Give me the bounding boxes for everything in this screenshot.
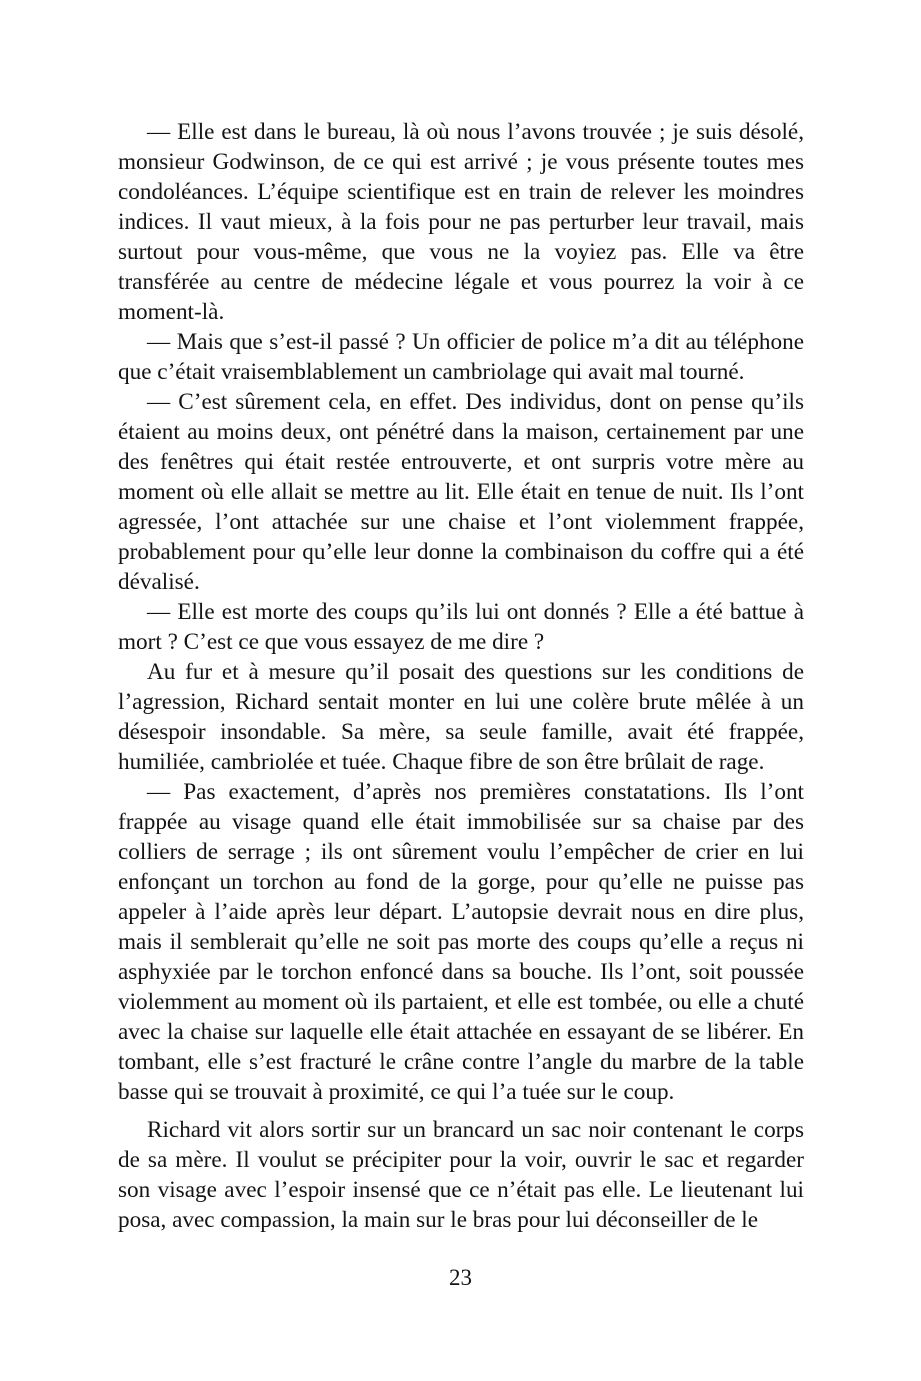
paragraph-dialogue-3: — C’est sûrement cela, en effet. Des individus, dont on pense qu’ils étaient au moins deux, ont pénétré dans la maison, certainement par une des fenêtres qui était restée entrouverte, et ont surpris votre mère au moment où elle allait se mettre au lit. Elle était en tenue de nuit. Ils l’ont agressée, l’ont attachée sur une chaise et l’ont violemment frappée, probablement pour qu’elle leur donne la combinaison du coffre qui a été dévalisé. — [118, 389, 804, 595]
page-number: 23 — [449, 1265, 472, 1290]
paragraph-dialogue-5: — Pas exactement, d’après nos premières constatations. Ils l’ont frappée au visage quand elle était immobilisée sur sa chaise par des colliers de serrage ; ils ont sûrement voulu l’empêcher de crier en lui enfonçant un torchon au fond de la gorge, pour qu’elle ne puisse pas appeler à l’aide après leur départ. L’autopsie devrait nous en dire plus, mais il semblerait qu’elle ne soit pas morte des coups qu’elle a reçus ni asphyxiée par le torchon enfoncé dans sa bouche. Ils l’ont, soit poussée violemment au moment où ils partaient, et elle est tombée, ou elle a chuté avec la chaise sur laquelle elle était attachée en essayant de se libérer. En tombant, elle s’est fracturé le crâne contre l’angle du marbre de la table basse qui se trouvait à proximité, ce qui l’a tuée sur le coup. — [118, 779, 804, 1105]
paragraph-dialogue-2: — Mais que s’est-il passé ? Un officier de police m’a dit au téléphone que c’était vraisemblablement un cambriolage qui avait mal tourné. — [118, 329, 804, 385]
paragraph-dialogue-4: — Elle est morte des coups qu’ils lui ont donnés ? Elle a été battue à mort ? C’est ce que vous essayez de me dire ? — [118, 599, 804, 655]
paragraph-narration-2: Richard vit alors sortir sur un brancard un sac noir contenant le corps de sa mère. Il voulut se précipiter pour la voir, ouvrir le sac et regarder son visage avec l’espoir insensé que ce n’était pas elle. Le lieutenant lui posa, avec compassion, la main sur le bras pour lui déconseiller de le — [118, 1117, 804, 1233]
paragraph-dialogue-1: — Elle est dans le bureau, là où nous l’avons trouvée ; je suis désolé, monsieur Godwinson, de ce qui est arrivé ; je vous présente toutes mes condoléances. L’équipe scientifique est en train de relever les moindres indices. Il vaut mieux, à la fois pour ne pas perturber leur travail, mais surtout pour vous-même, que vous ne la voyiez pas. Elle va être transférée au centre de médecine légale et vous pourrez la voir à ce moment-là. — [118, 119, 804, 325]
paragraph-narration-1: Au fur et à mesure qu’il posait des questions sur les conditions de l’agression, Richard sentait monter en lui une colère brute mêlée à un désespoir insondable. Sa mère, sa seule famille, avait été frappée, humiliée, cambriolée et tuée. Chaque fibre de son être brûlait de rage. — [118, 659, 804, 775]
body-text — [118, 117, 804, 1235]
